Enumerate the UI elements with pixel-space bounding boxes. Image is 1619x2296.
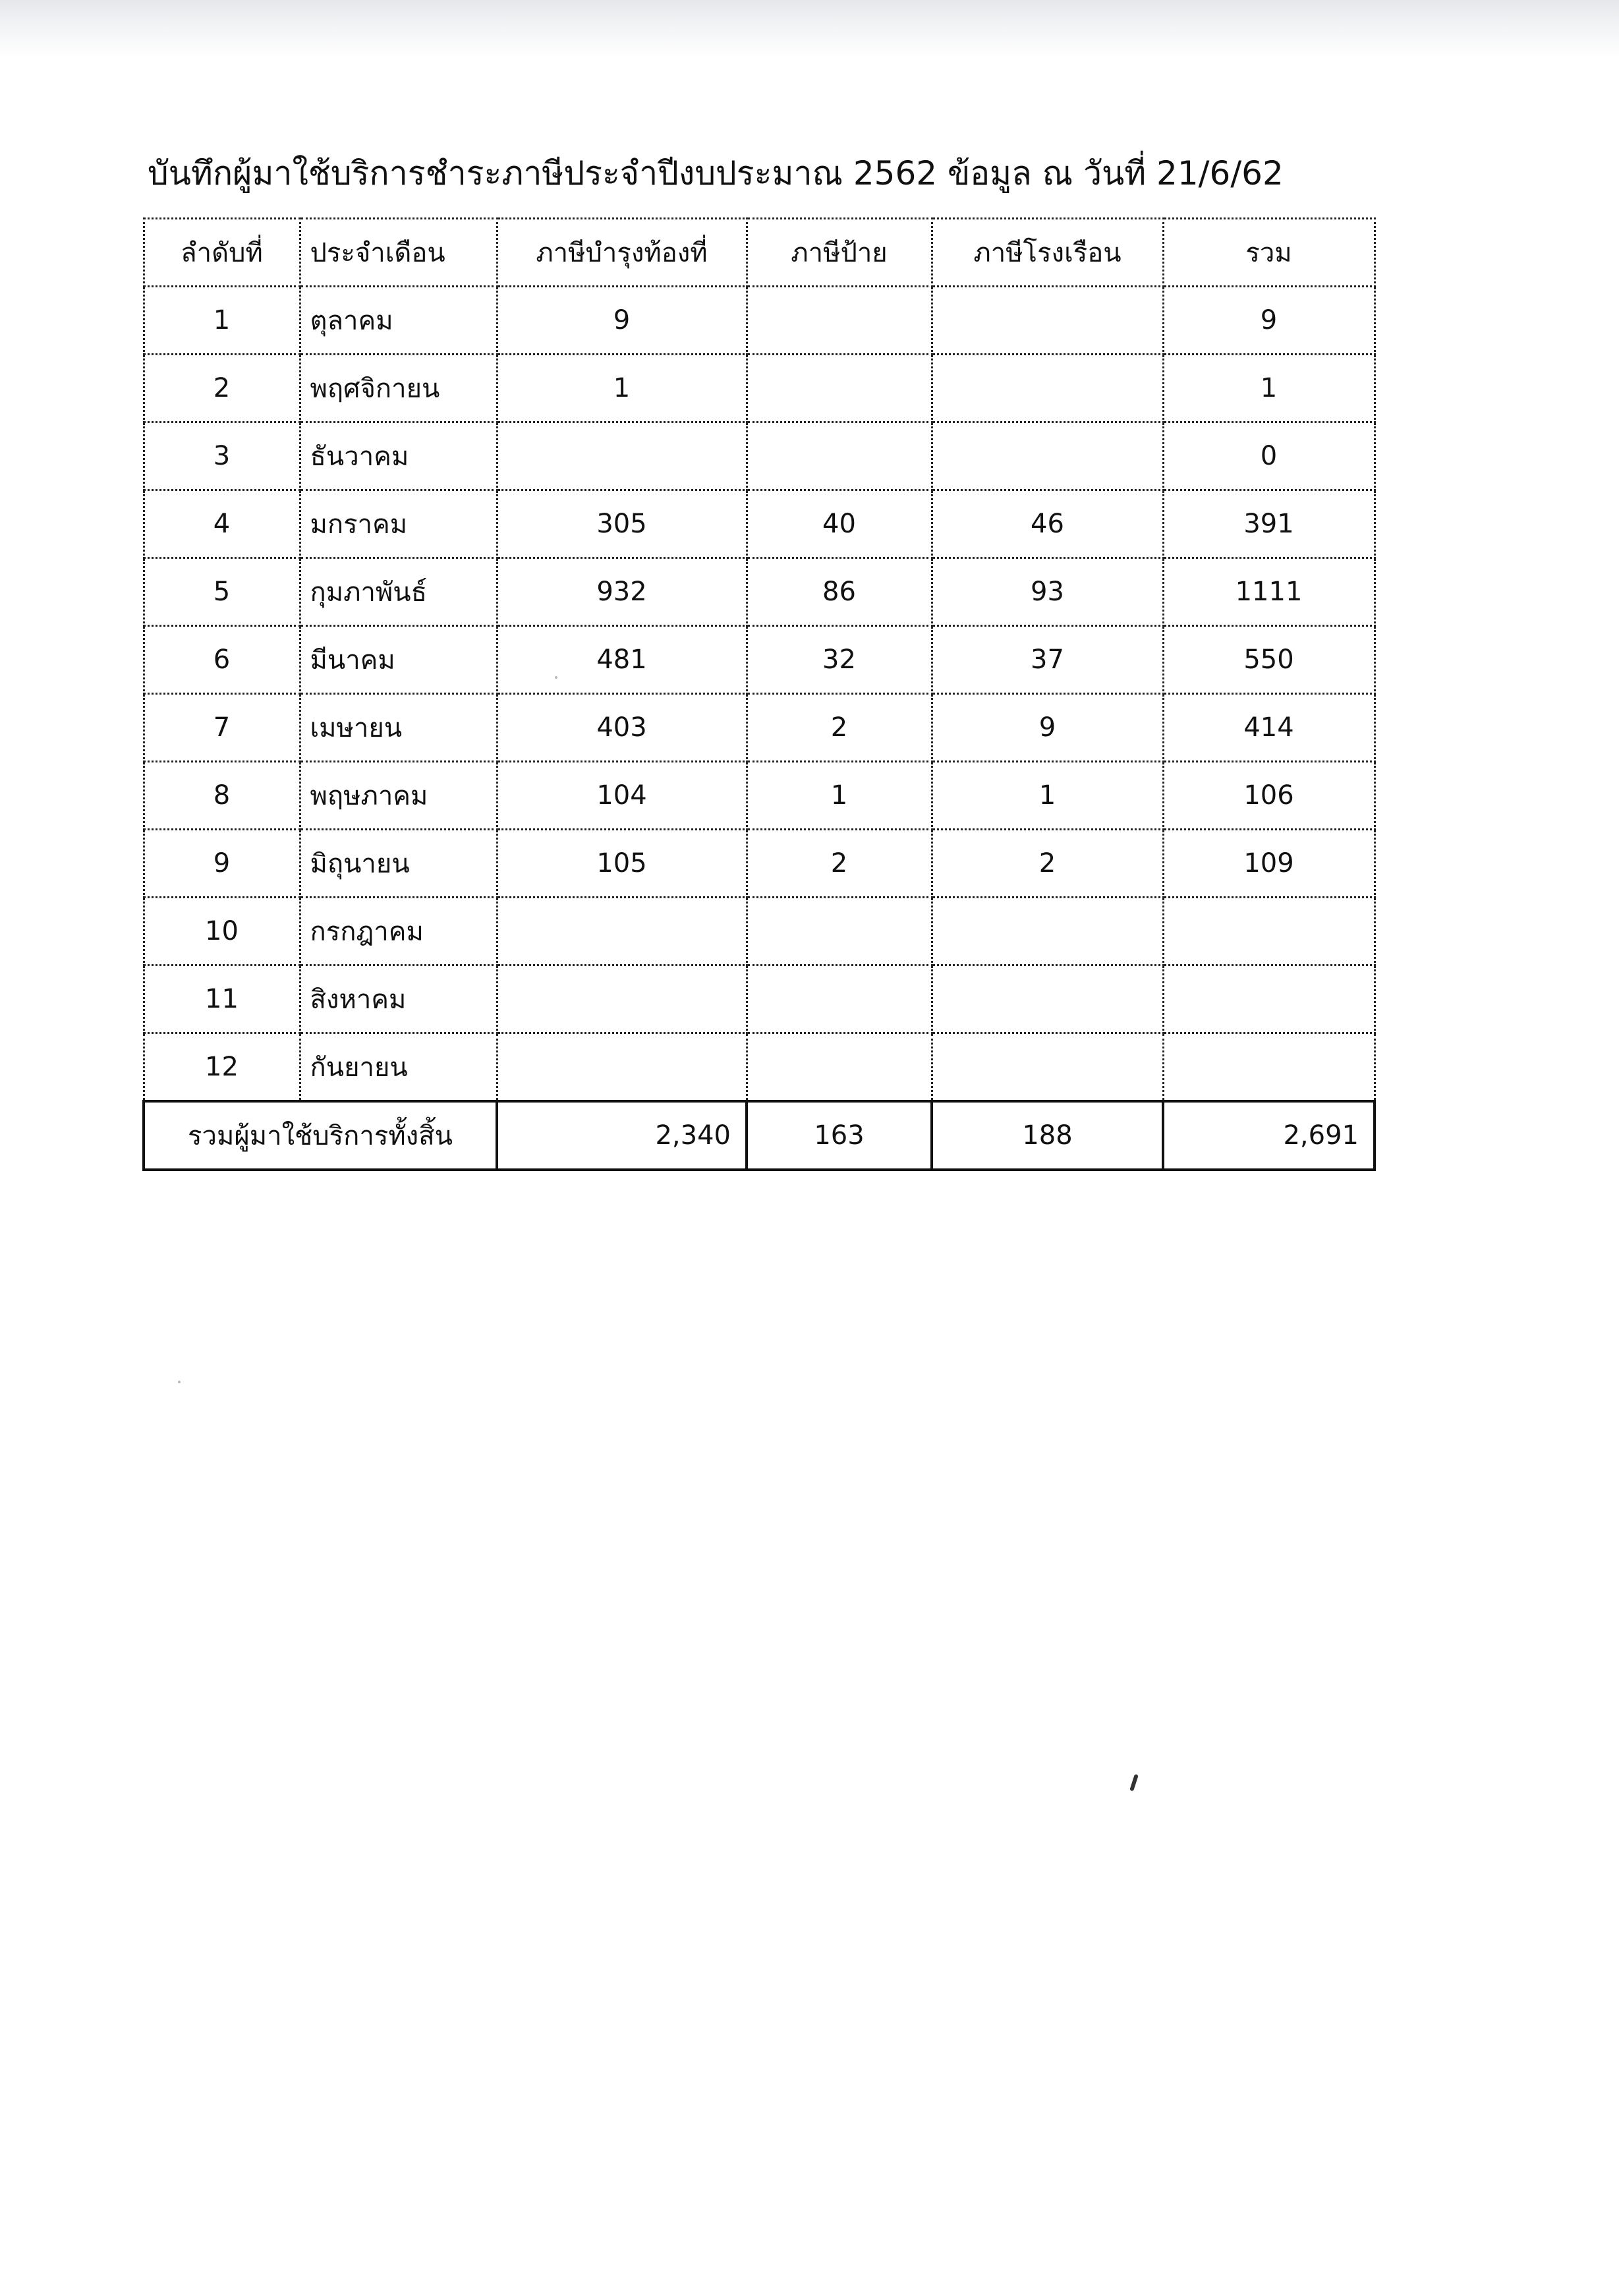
cell-order: 1 (144, 287, 300, 355)
cell-total: 9 (1163, 287, 1375, 355)
table-row (144, 965, 1375, 1033)
cell-house-tax (932, 287, 1163, 355)
cell-total: 391 (1163, 490, 1375, 558)
cell-local-tax (497, 965, 747, 1033)
cell-total: 106 (1163, 762, 1375, 830)
scan-edge-shadow (0, 0, 1619, 59)
cell-local-tax: 9 (497, 287, 747, 355)
cell-month: มีนาคม (300, 626, 497, 694)
scan-speck (178, 1381, 181, 1383)
cell-order: 10 (144, 898, 300, 965)
cell-total: 550 (1163, 626, 1375, 694)
cell-sign-tax: 86 (747, 558, 932, 626)
cell-local-tax: 481 (497, 626, 747, 694)
table-row (144, 558, 1375, 626)
cell-house-tax: 37 (932, 626, 1163, 694)
cell-sign-tax (747, 422, 932, 490)
grand-total-sign-tax: 163 (747, 1101, 932, 1170)
cell-sign-tax: 2 (747, 830, 932, 898)
cell-month: ตุลาคม (300, 287, 497, 355)
cell-sign-tax (747, 355, 932, 422)
document-title: บันทึกผู้มาใช้บริการชำระภาษีประจำปีงบประมาณ 2562 ข้อมูล ณ วันที่ 21/6/62 (148, 154, 1284, 192)
cell-total: 1 (1163, 355, 1375, 422)
tax-service-table (142, 217, 1376, 1171)
cell-order: 9 (144, 830, 300, 898)
cell-house-tax: 9 (932, 694, 1163, 762)
grand-total-row (144, 1101, 1375, 1170)
cell-total: 1111 (1163, 558, 1375, 626)
table-row (144, 1033, 1375, 1102)
cell-house-tax (932, 355, 1163, 422)
cell-house-tax (932, 898, 1163, 965)
cell-sign-tax: 32 (747, 626, 932, 694)
cell-order: 11 (144, 965, 300, 1033)
cell-month: สิงหาคม (300, 965, 497, 1033)
table-row (144, 694, 1375, 762)
grand-total-local-tax: 2,340 (497, 1101, 747, 1170)
cell-local-tax: 1 (497, 355, 747, 422)
header-local-maintenance-tax: ภาษีบำรุงท้องที่ (497, 219, 747, 287)
table-row (144, 355, 1375, 422)
cell-total (1163, 965, 1375, 1033)
cell-month: ธันวาคม (300, 422, 497, 490)
cell-house-tax (932, 1033, 1163, 1102)
table-row (144, 490, 1375, 558)
cell-sign-tax (747, 287, 932, 355)
cell-order: 8 (144, 762, 300, 830)
cell-house-tax: 1 (932, 762, 1163, 830)
cell-month: พฤศจิกายน (300, 355, 497, 422)
cell-local-tax: 932 (497, 558, 747, 626)
cell-month: มกราคม (300, 490, 497, 558)
cell-sign-tax (747, 965, 932, 1033)
cell-sign-tax (747, 898, 932, 965)
scan-speck (555, 676, 557, 679)
cell-local-tax: 104 (497, 762, 747, 830)
cell-total: 109 (1163, 830, 1375, 898)
cell-sign-tax: 1 (747, 762, 932, 830)
cell-order: 7 (144, 694, 300, 762)
table-row (144, 626, 1375, 694)
table-body (144, 287, 1375, 1170)
cell-house-tax: 93 (932, 558, 1163, 626)
tax-service-table-container (142, 217, 1375, 1171)
table-row (144, 762, 1375, 830)
cell-order: 4 (144, 490, 300, 558)
cell-local-tax (497, 898, 747, 965)
cell-local-tax (497, 422, 747, 490)
header-total: รวม (1163, 219, 1375, 287)
table-row (144, 898, 1375, 965)
cell-month: มิถุนายน (300, 830, 497, 898)
cell-local-tax: 105 (497, 830, 747, 898)
grand-total-sum: 2,691 (1163, 1101, 1375, 1170)
cell-order: 6 (144, 626, 300, 694)
grand-total-label: รวมผู้มาใช้บริการทั้งสิ้น (144, 1101, 497, 1170)
cell-local-tax: 305 (497, 490, 747, 558)
cell-local-tax: 403 (497, 694, 747, 762)
cell-sign-tax: 40 (747, 490, 932, 558)
pen-mark (1129, 1774, 1139, 1792)
table-row (144, 422, 1375, 490)
cell-month: พฤษภาคม (300, 762, 497, 830)
cell-sign-tax (747, 1033, 932, 1102)
cell-house-tax (932, 422, 1163, 490)
cell-house-tax (932, 965, 1163, 1033)
cell-total (1163, 898, 1375, 965)
header-signboard-tax: ภาษีป้าย (747, 219, 932, 287)
cell-order: 2 (144, 355, 300, 422)
cell-order: 12 (144, 1033, 300, 1102)
table-row (144, 287, 1375, 355)
grand-total-house-tax: 188 (932, 1101, 1163, 1170)
cell-sign-tax: 2 (747, 694, 932, 762)
cell-house-tax: 2 (932, 830, 1163, 898)
cell-month: กุมภาพันธ์ (300, 558, 497, 626)
cell-order: 5 (144, 558, 300, 626)
cell-total (1163, 1033, 1375, 1102)
cell-house-tax: 46 (932, 490, 1163, 558)
cell-total: 414 (1163, 694, 1375, 762)
cell-local-tax (497, 1033, 747, 1102)
header-house-land-tax: ภาษีโรงเรือน (932, 219, 1163, 287)
cell-order: 3 (144, 422, 300, 490)
table-row (144, 830, 1375, 898)
cell-month: กันยายน (300, 1033, 497, 1102)
cell-month: กรกฎาคม (300, 898, 497, 965)
table-header-row (144, 219, 1375, 287)
header-order: ลำดับที่ (144, 219, 300, 287)
header-month: ประจำเดือน (300, 219, 497, 287)
cell-month: เมษายน (300, 694, 497, 762)
cell-total: 0 (1163, 422, 1375, 490)
